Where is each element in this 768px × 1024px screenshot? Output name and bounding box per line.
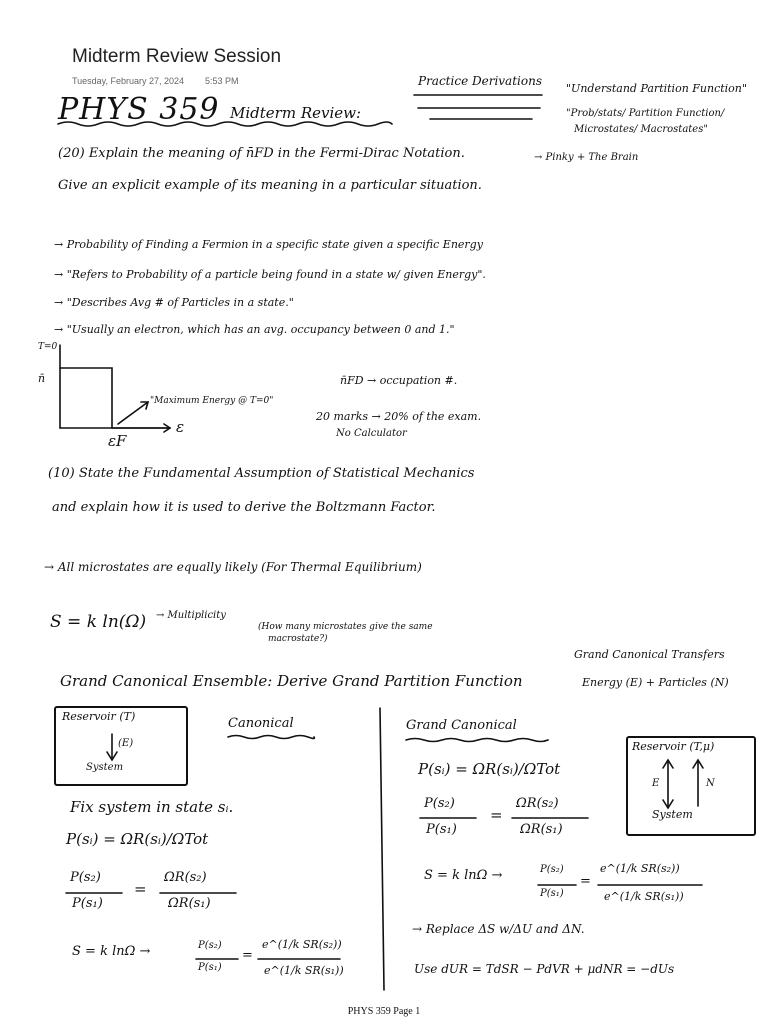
side-calc: No Calculator xyxy=(336,428,407,439)
multiplicity-note: → Multiplicity xyxy=(156,610,226,621)
canonical-omega-den: ΩR(s₁) xyxy=(168,896,211,911)
grand-frac-num: P(s₂) xyxy=(540,864,564,875)
canonical-frac-num: P(s₂) xyxy=(198,940,222,951)
midterm-review-label: Midterm Review: xyxy=(230,104,362,122)
grand-omega-den: ΩR(s₁) xyxy=(520,822,563,837)
grand-particle-label: N xyxy=(706,778,715,789)
grand-ratio-den: P(s₁) xyxy=(426,822,457,837)
grand-exp-num: e^(1/k SR(s₂)) xyxy=(600,862,680,875)
q1-answer-1: → Probability of Finding a Fermion in a specific state given a specific Energy xyxy=(54,238,483,251)
canonical-exp-den: e^(1/k SR(s₁)) xyxy=(264,964,344,977)
canonical-ratio-den: P(s₁) xyxy=(72,896,103,911)
graph-epsilon: ε xyxy=(176,418,185,436)
q1-answer-4: → "Usually an electron, which has an avg. occupancy between 0 and 1." xyxy=(54,323,455,336)
canonical-equals: = xyxy=(134,880,147,898)
q2-line1: (10) State the Fundamental Assumption of Statistical Mechanics xyxy=(48,466,475,481)
grand-transfers-1: Grand Canonical Transfers xyxy=(574,648,725,661)
page-title: Midterm Review Session xyxy=(72,46,282,67)
q2-answer-1: → All microstates are equally likely (For Thermal Equilibrium) xyxy=(44,560,422,574)
canonical-s-def: S = k lnΩ → xyxy=(72,944,151,959)
entropy-formula: S = k ln(Ω) xyxy=(50,612,147,632)
grand-energy-label: E xyxy=(652,778,660,789)
canonical-system-label: System xyxy=(86,762,124,773)
q1-line2: Give an explicit example of its meaning in a particular situation. xyxy=(58,178,482,193)
side-marks: 20 marks → 20% of the exam. xyxy=(316,410,482,423)
canonical-frac-equals: = xyxy=(242,948,253,963)
canonical-exp-num: e^(1/k SR(s₂)) xyxy=(262,938,342,951)
q1-answer-2: → "Refers to Probability of a particle being found in a state w/ given Energy". xyxy=(54,268,486,281)
pinky-note: → Pinky + The Brain xyxy=(534,152,639,163)
note-prob-stats-line2: Microstates/ Macrostates" xyxy=(574,124,708,135)
graph-ef: εF xyxy=(108,432,127,450)
q2-line2: and explain how it is used to derive the Boltzmann Factor. xyxy=(52,500,436,515)
grand-omega-num: ΩR(s₂) xyxy=(516,796,559,811)
note-partition-function: "Understand Partition Function" xyxy=(566,82,747,95)
canonical-omega-num: ΩR(s₂) xyxy=(164,870,207,885)
page-time: 5:53 PM xyxy=(205,76,239,86)
how-many-line2: macrostate?) xyxy=(268,634,328,644)
canonical-reservoir-label: Reservoir (T) xyxy=(62,710,136,723)
grand-reservoir-label: Reservoir (T,μ) xyxy=(632,740,715,753)
canonical-fix-state: Fix system in state sᵢ. xyxy=(70,798,234,816)
q1-answer-3: → "Describes Avg # of Particles in a state." xyxy=(54,296,294,309)
canonical-reservoir-box xyxy=(54,706,188,786)
q1-line1: (20) Explain the meaning of n̄FD in the Fermi-Dirac Notation. xyxy=(58,146,465,161)
page-date: Tuesday, February 27, 2024 xyxy=(72,76,185,86)
canonical-probability: P(sᵢ) = ΩR(sᵢ)/ΩTot xyxy=(66,830,209,848)
grand-transfers-2: Energy (E) + Particles (N) xyxy=(582,676,729,689)
side-nfd: n̄FD → occupation #. xyxy=(340,374,458,387)
canonical-frac-den: P(s₁) xyxy=(198,962,222,973)
grand-system-label: System xyxy=(652,808,693,821)
canonical-ratio-num: P(s₂) xyxy=(70,870,101,885)
canonical-heading: Canonical xyxy=(228,716,294,731)
grand-exp-den: e^(1/k SR(s₁)) xyxy=(604,890,684,903)
graph-max-energy: "Maximum Energy @ T=0" xyxy=(150,396,274,406)
how-many-line1: (How many microstates give the same xyxy=(258,622,433,632)
grand-ratio-num: P(s₂) xyxy=(424,796,455,811)
graph-n-label: n̄ xyxy=(38,372,46,385)
grand-use-equation: Use dUR = TdSR − PdVR + μdNR = −dUs xyxy=(414,962,675,976)
grand-frac-den: P(s₁) xyxy=(540,888,564,899)
canonical-energy-label: (E) xyxy=(118,738,134,749)
grand-canonical-heading: Grand Canonical xyxy=(406,718,517,733)
course-code: PHYS 359 xyxy=(58,92,220,127)
practice-derivations: Practice Derivations xyxy=(418,74,542,88)
graph-t-label: T=0 xyxy=(38,342,58,352)
grand-equals: = xyxy=(490,806,503,824)
grand-s-def: S = k lnΩ → xyxy=(424,868,503,883)
grand-heading: Grand Canonical Ensemble: Derive Grand Partition Function xyxy=(60,672,523,690)
grand-frac-equals: = xyxy=(580,874,591,889)
note-prob-stats-line1: "Prob/stats/ Partition Function/ xyxy=(566,108,725,119)
grand-replace-note: → Replace ΔS w/ΔU and ΔN. xyxy=(412,922,585,936)
grand-reservoir-box xyxy=(626,736,756,836)
grand-probability: P(sᵢ) = ΩR(sᵢ)/ΩTot xyxy=(418,760,561,778)
page-footer: PHYS 359 Page 1 xyxy=(347,1006,421,1017)
